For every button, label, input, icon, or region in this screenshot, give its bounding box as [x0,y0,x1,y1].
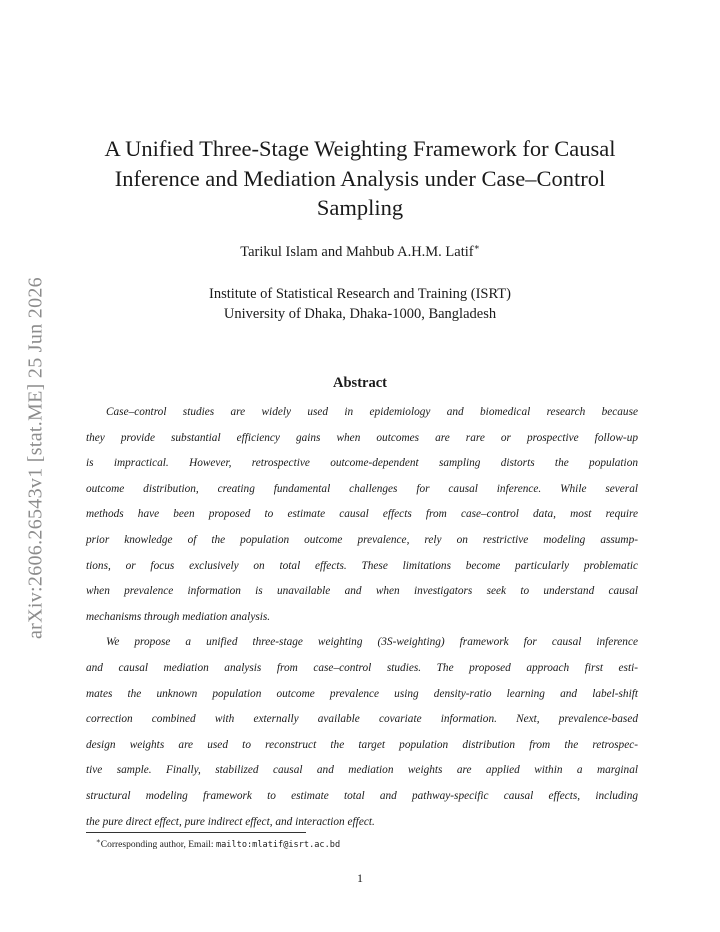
abstract-line: when prevalence information is unavailable and when investigators seek to understand causal [86,585,638,598]
abstract-line: outcome distribution, creating fundamental challenges for causal inference. While several [86,482,638,495]
paper-title [60,134,660,223]
arxiv-identifier: arXiv:2606.26543v1 [stat.ME] 25 Jun 2026 [24,277,47,639]
abstract-line: methods have been proposed to estimate causal effects from case–control data, most require [86,508,638,521]
abstract-line: mechanisms through mediation analysis. [86,610,271,623]
title-line: Sampling [316,195,404,220]
abstract-line: mates the unknown population outcome prevalence using density-ratio learning and label-shift [86,687,638,700]
footnote-mark: ∗ [96,837,101,845]
footnote-divider [86,832,306,833]
author-list [60,242,660,261]
abstract-body [86,400,638,835]
abstract-line: the pure direct effect, pure indirect effect, and interaction effect. [86,815,375,828]
abstract-line: prior knowledge of the population outcome prevalence, rely on restrictive modeling assump- [86,533,638,546]
abstract-line: is impractical. However, retrospective outcome-dependent sampling distorts the population [86,457,638,470]
abstract-line: they provide substantial efficiency gains when outcomes are rare or prospective follow-up [86,431,638,444]
abstract-line: tive sample. Finally, stabilized causal and mediation weights are applied within a marginal [86,764,638,777]
abstract-line: tions, or focus exclusively on total effects. These limitations become particularly problematic [86,559,638,572]
abstract-line: and causal mediation analysis from case–control studies. The proposed approach first esti- [86,661,638,674]
abstract-line: structural modeling framework to estimate total and pathway-specific causal effects, including [86,789,638,802]
abstract-line: design weights are used to reconstruct the target population distribution from the retrospec- [86,738,638,751]
title-line: Inference and Mediation Analysis under Case–Control [114,165,606,191]
abstract-line: We propose a unified three-stage weighting (3S-weighting) framework for causal inference [106,636,638,649]
email-link[interactable]: mailto:mlatif@isrt.ac.bd [215,840,341,851]
affiliation [60,284,660,324]
corresponding-author-mark: ∗ [473,242,480,252]
page-number: 1 [357,871,363,885]
footnote-text: Corresponding author, Email: [100,840,216,851]
affiliation-line: University of Dhaka, Dhaka-1000, Bangladesh [223,306,497,322]
footnote [96,837,656,850]
abstract-line: correction combined with externally available covariate information. Next, prevalence-based [86,713,638,726]
title-line: A Unified Three-Stage Weighting Framework for Causal [104,136,616,161]
affiliation-line: Institute of Statistical Research and Training (ISRT) [209,286,511,302]
abstract-line: Case–control studies are widely used in epidemiology and biomedical research because [106,406,638,418]
abstract-heading: Abstract [333,375,387,391]
author-names: Tarikul Islam and Mahbub A.H.M. Latif [240,243,474,260]
